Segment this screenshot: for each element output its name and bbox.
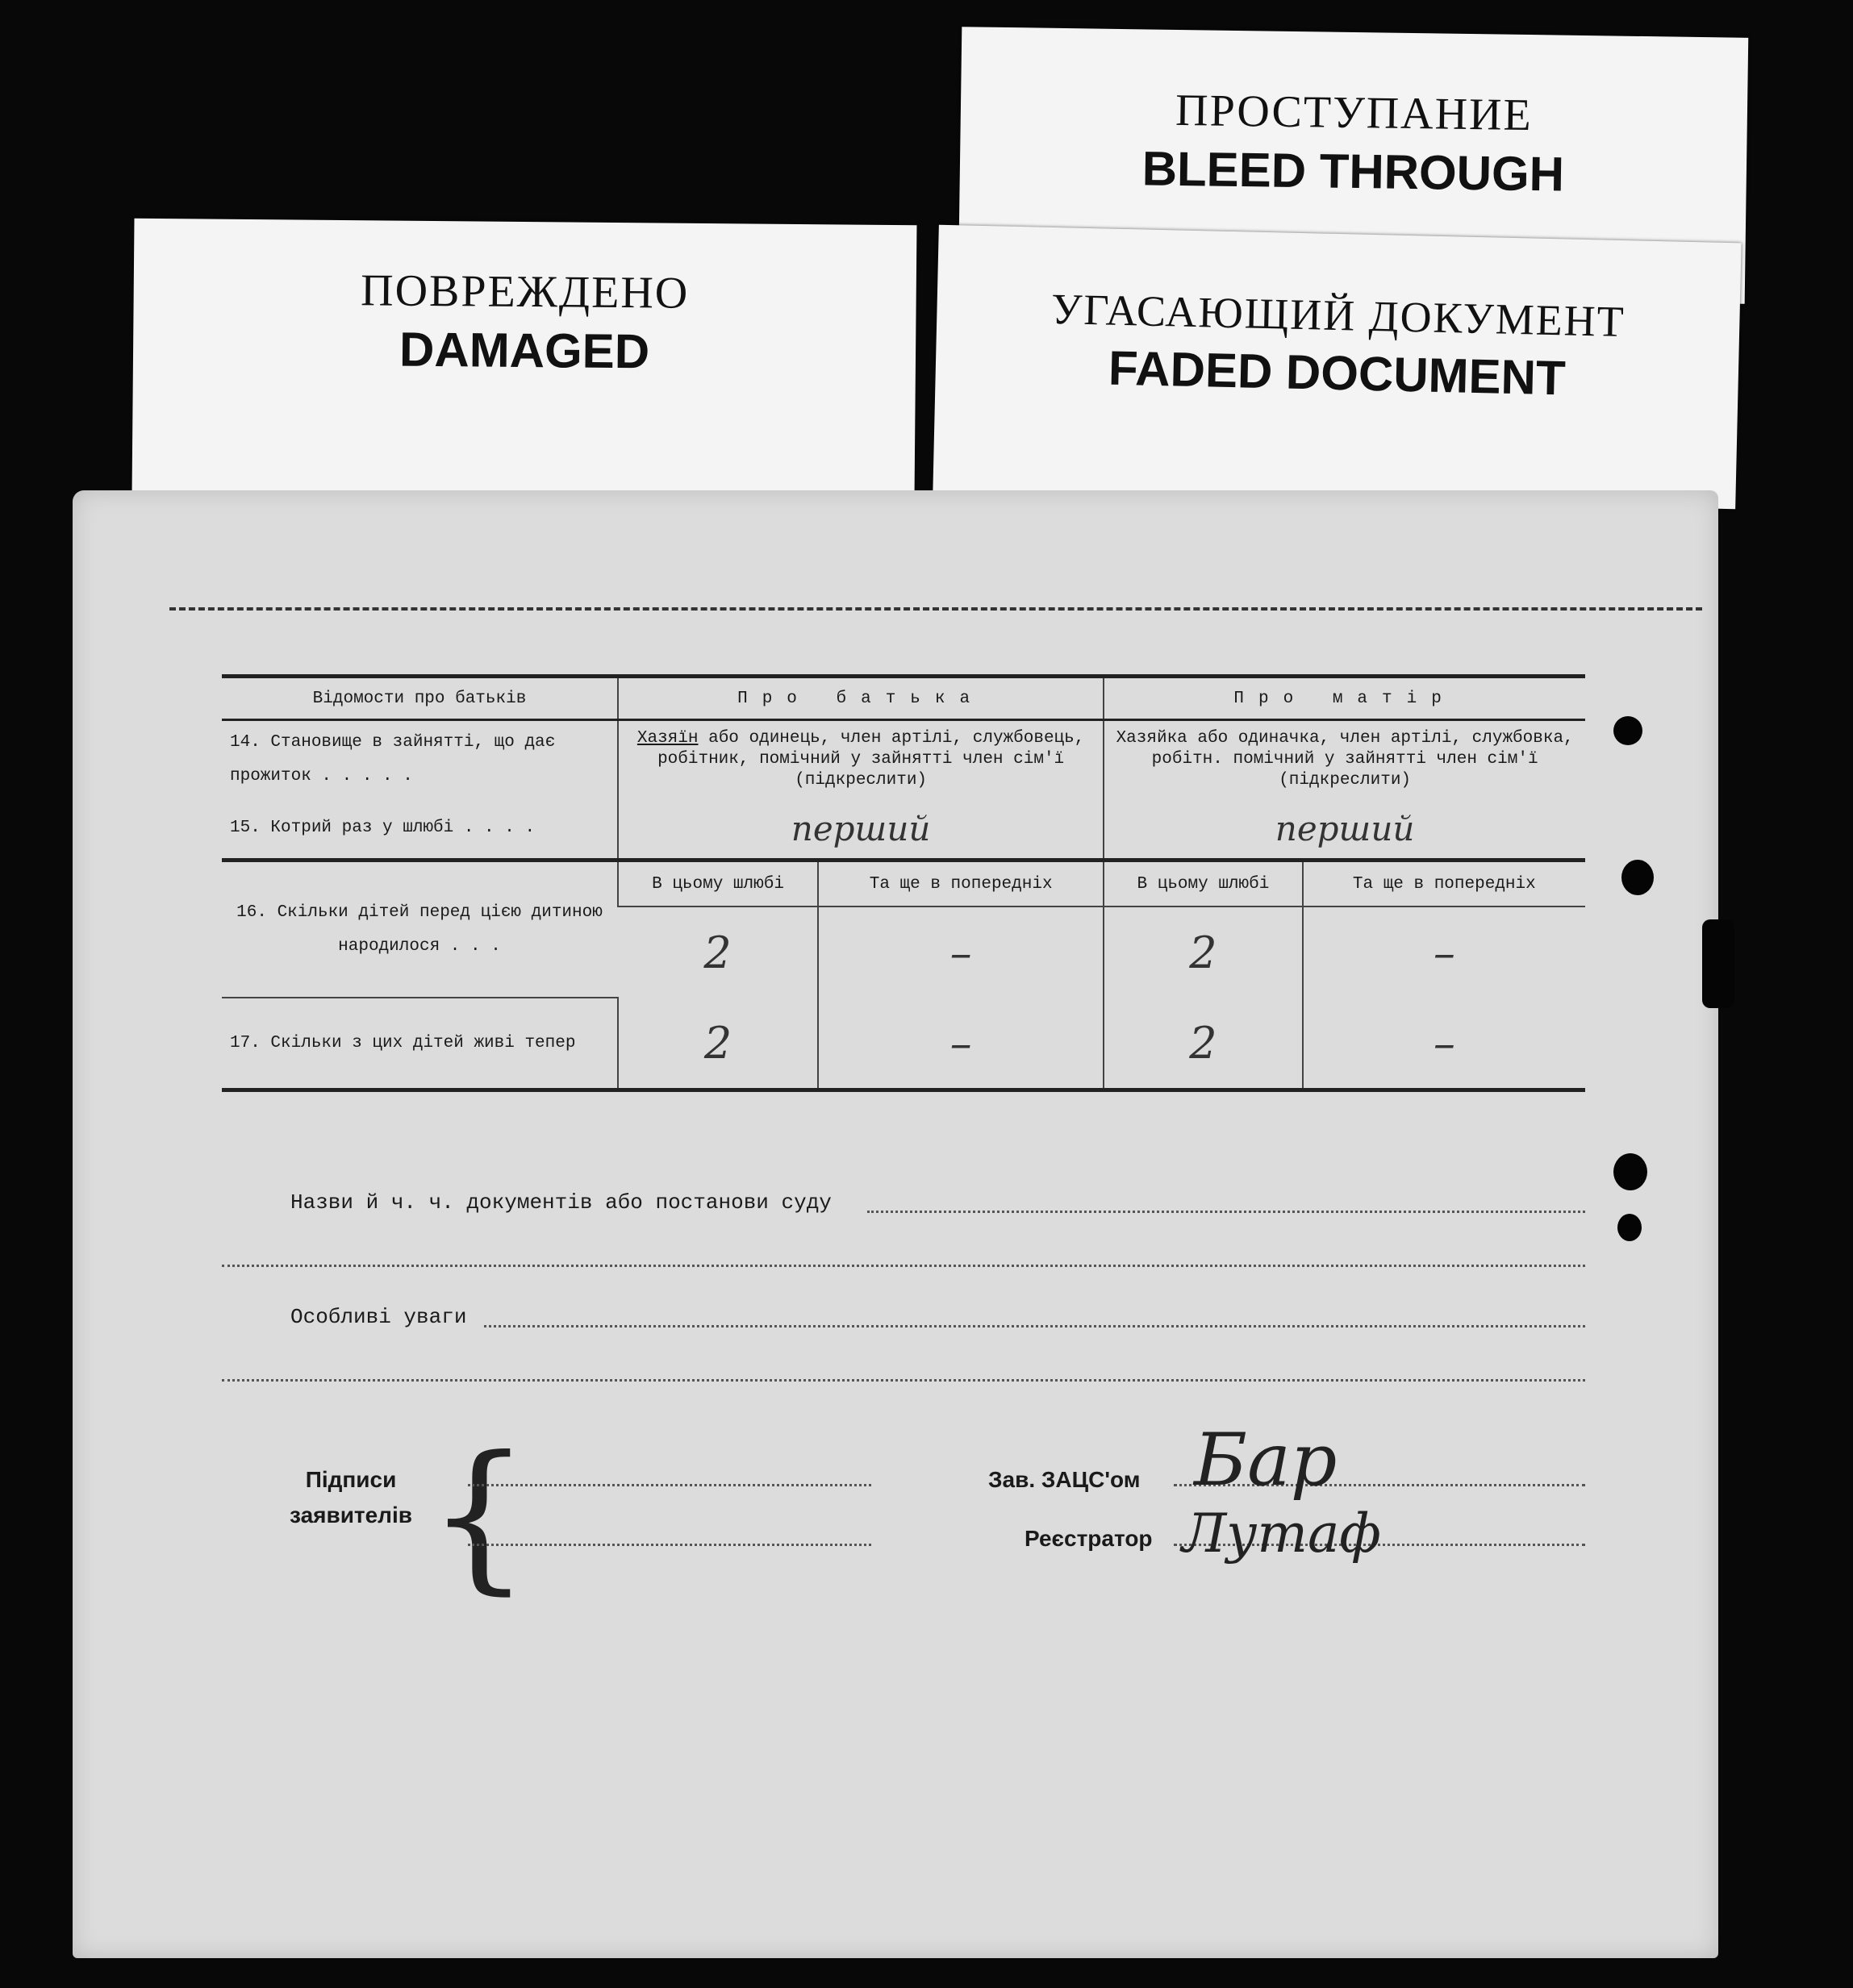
row16-label: 16. Скільки дітей перед цією дитиною народилося . . . xyxy=(222,861,618,998)
subheader-mother-previous: Та ще в попередніх xyxy=(1303,861,1585,907)
damage-hole xyxy=(1613,1153,1647,1190)
row17-father-this: 2 xyxy=(618,998,818,1090)
row14-label: 14. Становище в зайнятті, що дає прожиток . . . . . xyxy=(230,733,556,786)
applicants-signatures-label xyxy=(270,1462,432,1533)
notes-line-2 xyxy=(222,1379,1585,1382)
row15-label: 15. Котрий раз у шлюбі . . . . xyxy=(230,819,536,837)
bleed-through-card-en: BLEED THROUGH xyxy=(1141,141,1565,202)
applicant-signature-line-2 xyxy=(468,1544,871,1546)
notes-label: Особливі уваги xyxy=(290,1305,467,1329)
documents-line-2 xyxy=(222,1265,1585,1267)
head-signature: Бар xyxy=(1194,1418,1338,1502)
brace-icon: { xyxy=(428,1422,531,1610)
damage-hole xyxy=(1702,919,1734,1008)
applicant-signature-line-1 xyxy=(468,1484,871,1486)
form-sheet xyxy=(73,490,1718,1958)
notes-line xyxy=(484,1325,1585,1327)
faded-document-card-ru: УГАСАЮЩИЙ ДОКУМЕНТ xyxy=(1050,284,1626,347)
header-mother: Про матір xyxy=(1104,677,1585,720)
row16-mother-previous: – xyxy=(1303,906,1585,998)
damaged-card xyxy=(132,219,917,499)
documents-label: Назви й ч. ч. документів або постанови суду xyxy=(290,1190,832,1215)
faded-document-card xyxy=(933,225,1741,509)
row16-father-previous: – xyxy=(818,906,1104,998)
row14-mother: Хазяйка або одиначка, член артілі, службовка, робітн. помічний у зайнятті член сім'ї (підкреслити) xyxy=(1104,720,1585,799)
damaged-card-ru: ПОВРЕЖДЕНО xyxy=(360,265,690,319)
header-parents-info: Відомости про батьків xyxy=(222,677,618,720)
damage-hole xyxy=(1617,1214,1642,1241)
registrar-signature: Лутаф xyxy=(1182,1502,1381,1565)
damaged-card-en: DAMAGED xyxy=(399,322,650,379)
parents-table xyxy=(222,674,1585,1092)
registrar-label: Реєстратор xyxy=(1025,1526,1153,1551)
row17-mother-previous: – xyxy=(1303,998,1585,1090)
damage-hole xyxy=(1621,860,1654,895)
subheader-father-this-marriage: В цьому шлюбі xyxy=(618,861,818,907)
subheader-mother-this-marriage: В цьому шлюбі xyxy=(1104,861,1302,907)
documents-line xyxy=(867,1211,1585,1213)
perforation-line xyxy=(169,607,1702,611)
bleed-through-card-ru: ПРОСТУПАНИЕ xyxy=(1175,85,1534,141)
head-label: Зав. ЗАЦС'ом xyxy=(988,1467,1141,1492)
row14-father-underlined: Хазяїн xyxy=(636,729,699,748)
row14-father-text: або одинець, член артілі, службовець, робітник, помічний у зайнятті член сім'ї (підкреслити) xyxy=(657,729,1085,790)
subheader-father-previous: Та ще в попередніх xyxy=(818,861,1104,907)
applicants-label-line2: заявителів xyxy=(290,1502,412,1527)
faded-document-card-en: FADED DOCUMENT xyxy=(1108,340,1567,406)
row16-mother-this: 2 xyxy=(1104,906,1302,998)
damage-hole xyxy=(1613,716,1642,745)
row16-father-this: 2 xyxy=(703,927,732,978)
row17-label: 17. Скільки з цих дітей живі тепер xyxy=(222,998,618,1090)
row17-mother-this: 2 xyxy=(1104,998,1302,1090)
row14-father xyxy=(618,720,1104,799)
row15-mother-value: перший xyxy=(1104,798,1585,861)
header-father: Про батька xyxy=(618,677,1104,720)
applicants-label-line1: Підписи xyxy=(305,1467,397,1492)
row17-father-previous: – xyxy=(818,998,1104,1090)
row15-father-value: перший xyxy=(618,798,1104,861)
